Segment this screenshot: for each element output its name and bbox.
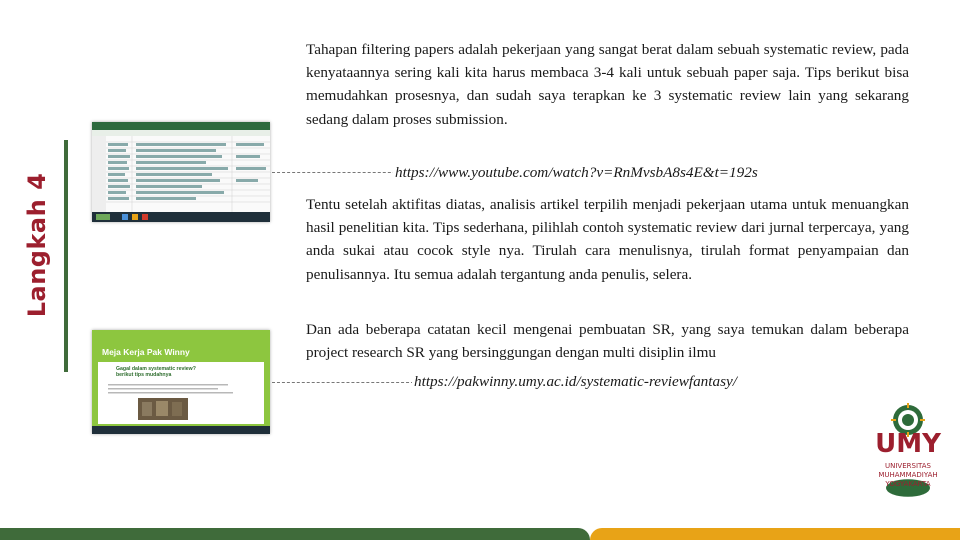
spreadsheet-screenshot (92, 122, 270, 222)
blog-post-title: Gagal dalam systematic review? berikut tips mudahnya (116, 366, 196, 378)
bottom-color-bar (0, 528, 960, 540)
umy-logo (868, 402, 948, 502)
side-title-text: Langkah 4 (23, 172, 51, 318)
blog-screenshot (92, 330, 270, 434)
vertical-accent-line (64, 140, 68, 372)
logo-line1: UNIVERSITAS (885, 462, 931, 470)
taskbar (92, 426, 270, 434)
logo-name: UMY (875, 429, 941, 459)
blog-content (98, 362, 264, 424)
slide-side-title (20, 160, 54, 330)
blog-title: Meja Kerja Pak Winny (102, 347, 190, 357)
logo-line3: YOGYAKARTA (885, 480, 931, 488)
blog-body-graphic (98, 382, 264, 422)
youtube-link[interactable]: https://www.youtube.com/watch?v=RnMvsbA8s4E&t=192s (395, 164, 758, 181)
paragraph-analysis: Tentu setelah aktifitas diatas, analisis artikel terpilih menjadi pekerjaan utama untuk menuangkan hasil penelitian kita. Tips sederhana, pilihlah contoh systematic review dari jurnal terpercaya, yang anda sukai atau cocok style nya. Tirulah cara menulisnya, tirulah format penyampaian dan penulisannya. Itu semua adalah tergantung anda penulis, selera. (306, 196, 909, 283)
spreadsheet-graphic (92, 122, 270, 222)
paragraph-filtering: Tahapan filtering papers adalah pekerjaan yang sangat berat dalam sebuah systematic review, pada kenyataannya sering kali kita harus membaca 3-4 kali untuk sebuah paper saja. Tips berikut bisa memudahkan prosesnya, dan sudah saya terapkan ke 3 systematic review lain yang sekarang sedang dalam proses submission. (306, 41, 909, 128)
pakwinny-link[interactable]: https://pakwinny.umy.ac.id/systematic-reviewfantasy/ (414, 373, 737, 390)
logo-line2: MUHAMMADIYAH (878, 471, 938, 479)
bar-segment-green (0, 528, 590, 540)
paragraph-notes: Dan ada beberapa catatan kecil mengenai pembuatan SR, yang saya temukan dalam beberapa project research SR yang bersinggungan dengan multi disiplin ilmu (306, 321, 909, 362)
bar-segment-orange (590, 528, 960, 540)
dashed-connector-2 (272, 382, 414, 383)
blog-header (98, 344, 264, 360)
